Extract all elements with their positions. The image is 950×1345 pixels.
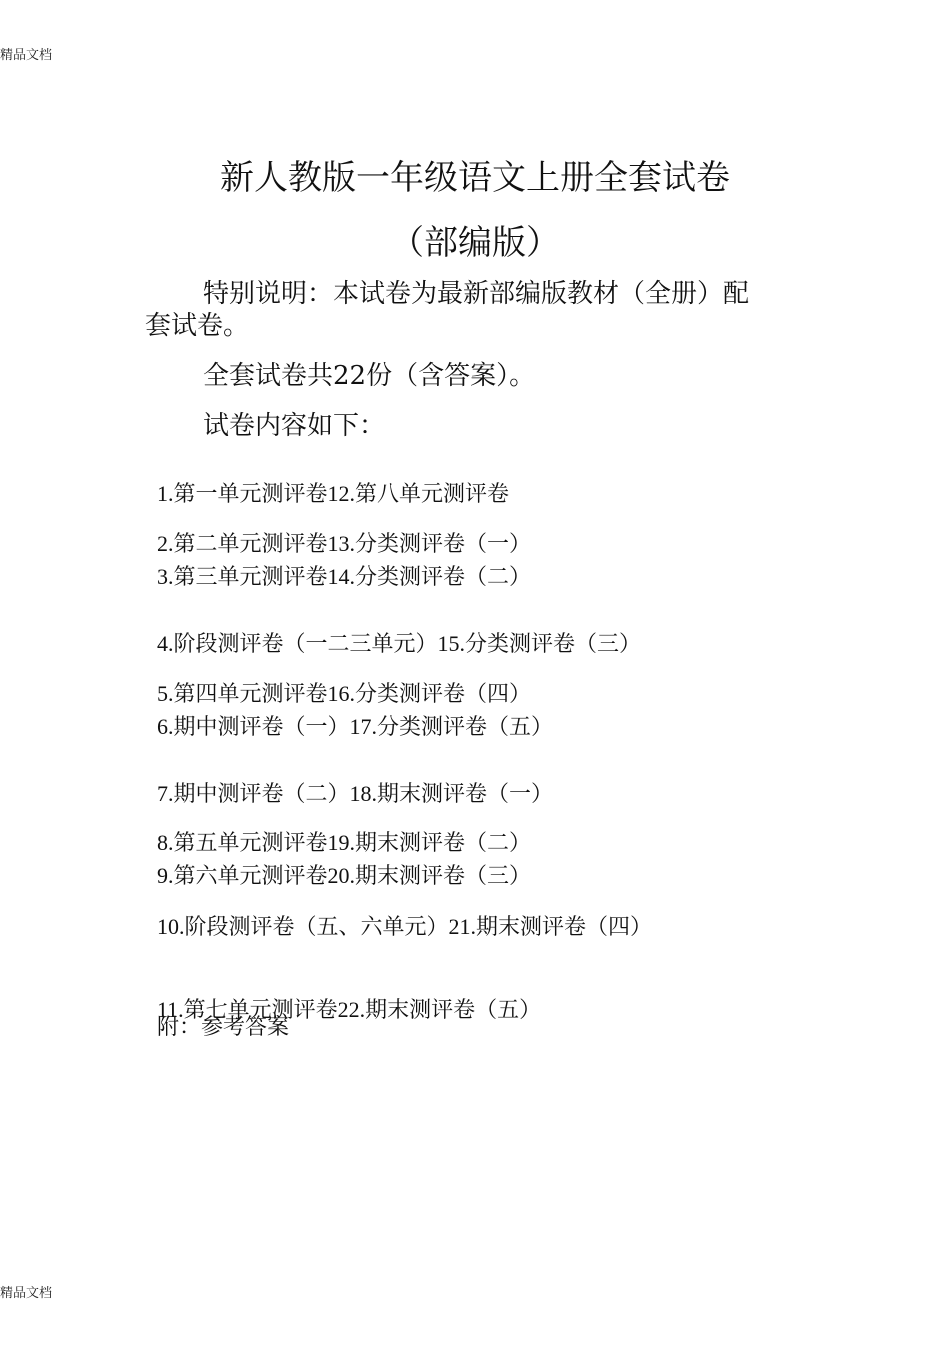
- document-subtitle: （部编版）: [390, 223, 560, 263]
- intro-note-line-2: 套试卷。: [145, 311, 250, 341]
- toc-line-5: 5.第四单元测评卷16.分类测评卷（四）: [157, 681, 532, 706]
- toc-line-6: 6.期中测评卷（一）17.分类测评卷（五）: [157, 714, 554, 739]
- toc-line-4: 4.阶段测评卷（一二三单元）15.分类测评卷（三）: [157, 631, 642, 656]
- intro-contents-heading: 试卷内容如下：: [203, 411, 386, 441]
- toc-line-7: 7.期中测评卷（二）18.期末测评卷（一）: [157, 781, 554, 806]
- toc-line-3: 3.第三单元测评卷14.分类测评卷（二）: [157, 564, 532, 589]
- document-title: 新人教版一年级语文上册全套试卷: [220, 158, 730, 198]
- intro-note-line-1: 特别说明：本试卷为最新部编版教材（全册）配: [203, 279, 750, 309]
- page-footer: 精品文档: [0, 1286, 53, 1301]
- toc-line-1: 1.第一单元测评卷12.第八单元测评卷: [157, 481, 510, 506]
- page-header: 精品文档: [0, 48, 53, 63]
- toc-line-8: 8.第五单元测评卷19.期末测评卷（二）: [157, 830, 532, 855]
- appendix-note: 附：参考答案: [157, 1015, 290, 1040]
- toc-line-11: 11.第七单元测评卷22.期末测评卷（五）: [157, 997, 542, 1022]
- toc-line-10: 10.阶段测评卷（五、六单元）21.期末测评卷（四）: [157, 914, 653, 939]
- toc-line-9: 9.第六单元测评卷20.期末测评卷（三）: [157, 863, 532, 888]
- toc-line-2: 2.第二单元测评卷13.分类测评卷（一）: [157, 531, 532, 556]
- intro-count-line: 全套试卷共22份（含答案）。: [203, 361, 536, 391]
